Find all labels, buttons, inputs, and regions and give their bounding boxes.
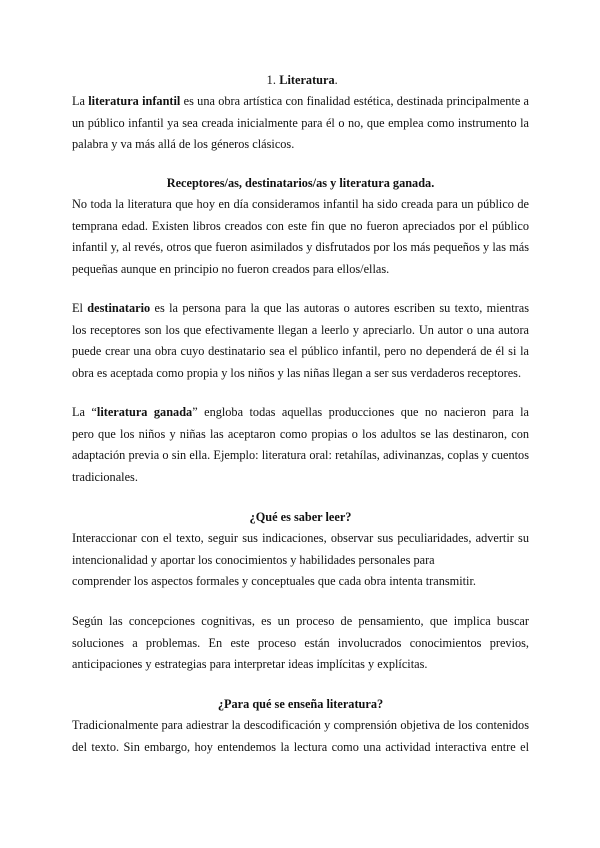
text-line: soluciones a problemas. En este proceso están involucrados conocimientos previos,	[72, 635, 529, 650]
section-title	[72, 70, 529, 92]
saber-leer-paragraph-2	[72, 611, 529, 676]
para-que-paragraph-1	[72, 715, 529, 758]
text-line: pequeñas aunque en principio no fueron creados para ellos/ellas.	[72, 261, 390, 276]
text-line: del texto. Sin embargo, hoy entendemos la lectura como una actividad interactiva entre el	[72, 739, 529, 754]
section-number: 1.	[266, 73, 276, 87]
text-line: un público infantil ya sea creada inicialmente para él o no, que emplea como instrumento la	[72, 115, 529, 130]
text-run: La	[72, 94, 89, 108]
text-run: La “	[72, 405, 97, 419]
text-line: tradicionales.	[72, 469, 138, 484]
bold-term: destinatario	[87, 301, 151, 315]
text-line: No toda la literatura que hoy en día consideramos infantil ha sido creada para un público de	[72, 197, 529, 211]
text-line: adaptación previa o sin ella. Ejemplo: literatura oral: retahílas, adivinanzas, coplas y cuentos	[72, 448, 529, 463]
text-line: anticipaciones y estrategias para interpretar ideas implícitas y explícitas.	[72, 657, 428, 672]
receptores-paragraph-1	[72, 194, 529, 280]
text-run: es la persona para la que las autoras o autores escriben su texto, mientras	[154, 301, 529, 315]
text-line	[72, 402, 529, 424]
text-line: Según las concepciones cognitivas, es un proceso de pensamiento, que implica buscar	[72, 614, 529, 628]
receptores-paragraph-3	[72, 402, 529, 488]
text-run: es una obra artística con finalidad estética, destinada principalmente a	[180, 94, 529, 108]
text-line: intencionalidad y aportar los conocimientos y habilidades personales para	[72, 552, 435, 567]
text-line: comprender los aspectos formales y conceptuales que cada obra intenta transmitir.	[72, 574, 476, 589]
bold-term: literatura infantil	[88, 94, 181, 108]
text-line: infantil y, al revés, otros que fueron asimilados y disfrutados por los más pequeños y las más	[72, 240, 529, 255]
text-line	[72, 91, 529, 113]
receptores-paragraph-2	[72, 298, 529, 384]
saber-leer-heading: ¿Qué es saber leer?	[249, 510, 352, 524]
text-line: Interaccionar con el texto, seguir sus indicaciones, observar sus peculiaridades, advertir su	[72, 531, 529, 545]
receptores-heading: Receptores/as, destinatarios/as y literatura ganada.	[166, 176, 435, 190]
text-line: obra es aceptada como propia y los niños y las niñas llegan a ser sus verdaderos receptores.	[72, 365, 522, 380]
saber-leer-paragraph-1	[72, 528, 529, 593]
text-line: puede crear una obra cuyo destinatario sea el público infantil, pero no dependerá de él si la	[72, 344, 529, 359]
text-line: los receptores son los que efectivamente llegan a leerlo y apreciarlo. Un autor o una autora	[72, 322, 529, 337]
text-line: pero que los niños y niñas las aceptaron como propias o los adultos se las destinaron, con	[72, 426, 529, 441]
text-run: ” engloba todas aquellas producciones que no nacieron para la	[192, 405, 529, 419]
section-title-text: Literatura	[279, 73, 335, 87]
text-line: palabra y va más allá de los géneros clásicos.	[72, 137, 295, 152]
para-que-heading: ¿Para qué se enseña literatura?	[217, 697, 384, 711]
text-run: El	[72, 301, 88, 315]
text-line: Tradicionalmente para adiestrar la descodificación y comprensión objetiva de los contenidos	[72, 718, 529, 732]
section-title-period: .	[334, 73, 338, 87]
bold-term: literatura ganada	[96, 405, 193, 419]
text-line	[72, 298, 529, 320]
text-line: temprana edad. Existen libros creados con este fin que no fueron apreciados por el público	[72, 218, 529, 233]
intro-paragraph	[72, 91, 529, 156]
